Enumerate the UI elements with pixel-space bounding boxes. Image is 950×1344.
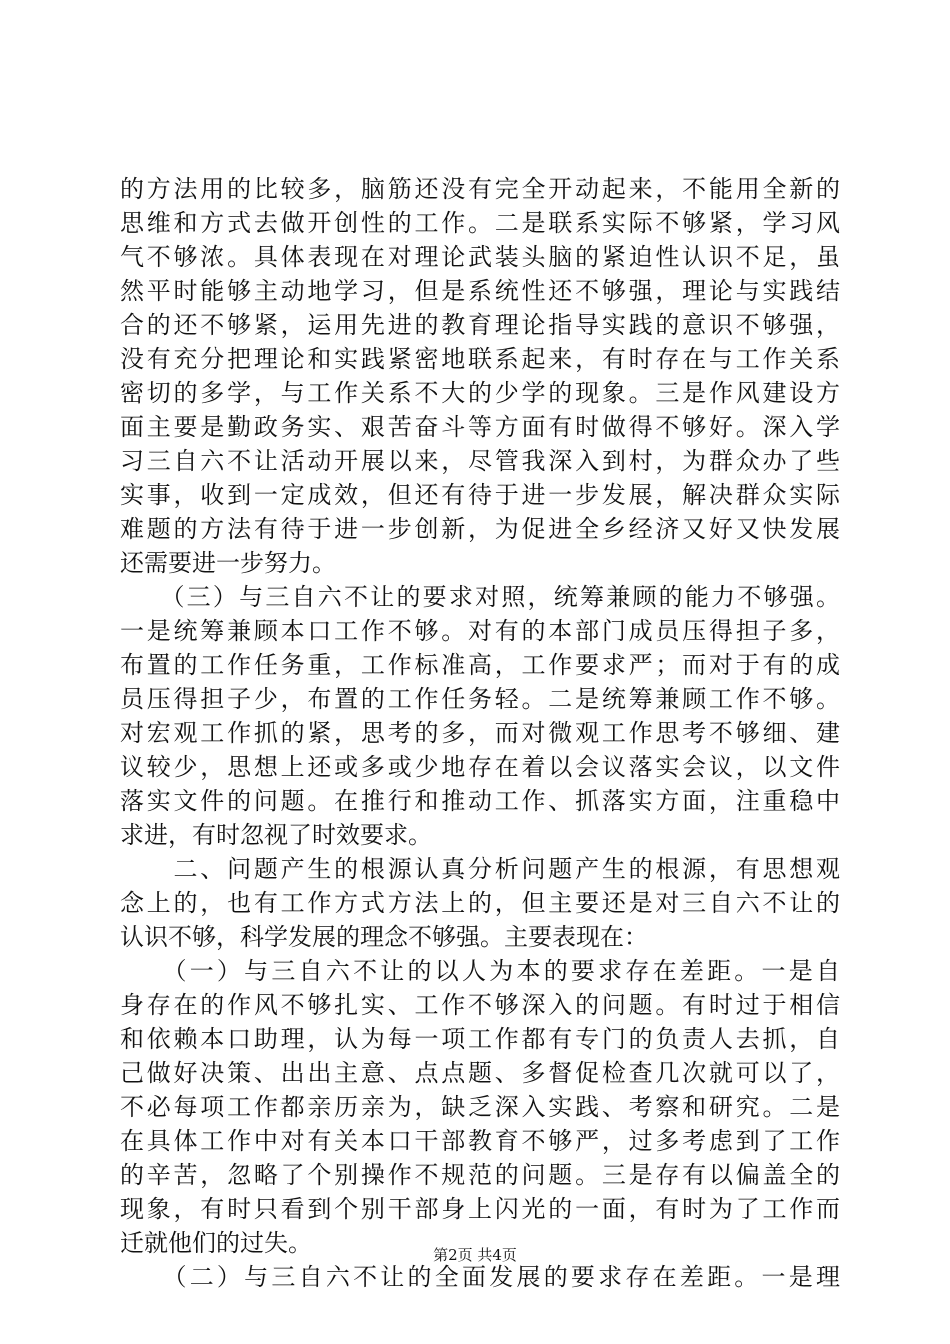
body-text-line: 现象，有时只看到个别干部身上闪光的一面，有时为了工作而 [120,1195,840,1223]
body-text-line: （三）与三自六不让的要求对照，统筹兼顾的能力不够强。 [120,583,840,611]
body-text-line: 和依赖本口助理，认为每一项工作都有专门的负责人去抓，自 [120,1025,840,1053]
body-text-line: 求进，有时忽视了时效要求。 [120,821,432,849]
body-text-line: 念上的，也有工作方式方法上的，但主要还是对三自六不让的 [120,889,840,917]
body-text-line: （二）与三自六不让的全面发展的要求存在差距。一是理 [120,1263,840,1291]
body-text-line: 落实文件的问题。在推行和推动工作、抓落实方面，注重稳中 [120,787,840,815]
body-text-line: 布置的工作任务重，工作标准高，工作要求严；而对于有的成 [120,651,840,679]
body-text-line: 的辛苦，忽略了个别操作不规范的问题。三是存有以偏盖全的 [120,1161,840,1189]
body-text-line: 实事，收到一定成效，但还有待于进一步发展，解决群众实际 [120,481,840,509]
body-text-line: 思维和方式去做开创性的工作。二是联系实际不够紧，学习风 [120,209,840,237]
body-text-line: 面主要是勤政务实、艰苦奋斗等方面有时做得不够好。深入学 [120,413,840,441]
body-text-line: 合的还不够紧，运用先进的教育理论指导实践的意识不够强， [120,311,840,339]
body-text-line: 难题的方法有待于进一步创新，为促进全乡经济又好又快发展 [120,515,840,543]
body-text-line: 习三自六不让活动开展以来，尽管我深入到村，为群众办了些 [120,447,840,475]
body-text-line: 没有充分把理论和实践紧密地联系起来，有时存在与工作关系 [120,345,840,373]
body-text-line: 迁就他们的过失。 [120,1229,312,1257]
body-text-line: （一）与三自六不让的以人为本的要求存在差距。一是自 [120,957,840,985]
body-text-line: 还需要进一步努力。 [120,549,336,577]
body-text-line: 议较少，思想上还或多或少地存在着以会议落实会议，以文件 [120,753,840,781]
body-text-line: 气不够浓。具体表现在对理论武装头脑的紧迫性认识不足，虽 [120,243,840,271]
body-text-line: 对宏观工作抓的紧，思考的多，而对微观工作思考不够细、建 [120,719,840,747]
body-text-line: 员压得担子少，布置的工作任务轻。二是统筹兼顾工作不够。 [120,685,840,713]
body-text-line: 一是统筹兼顾本口工作不够。对有的本部门成员压得担子多， [120,617,840,645]
body-text-line: 在具体工作中对有关本口干部教育不够严，过多考虑到了工作 [120,1127,840,1155]
body-text-line: 二、问题产生的根源认真分析问题产生的根源，有思想观 [120,855,840,883]
body-text-line: 的方法用的比较多，脑筋还没有完全开动起来，不能用全新的 [120,175,840,203]
body-text-line: 密切的多学，与工作关系不大的少学的现象。三是作风建设方 [120,379,840,407]
body-text-line: 认识不够，科学发展的理念不够强。主要表现在： [120,923,648,951]
body-text-line: 己做好决策、出出主意、点点题、多督促检查几次就可以了， [120,1059,840,1087]
body-text-line: 身存在的作风不够扎实、工作不够深入的问题。有时过于相信 [120,991,840,1019]
body-text-line: 不必每项工作都亲历亲为，缺乏深入实践、考察和研究。二是 [120,1093,840,1121]
document-body [120,172,840,1294]
page-footer: 第2页 共4页 [433,1246,517,1264]
body-text-line: 然平时能够主动地学习，但是系统性还不够强，理论与实践结 [120,277,840,305]
